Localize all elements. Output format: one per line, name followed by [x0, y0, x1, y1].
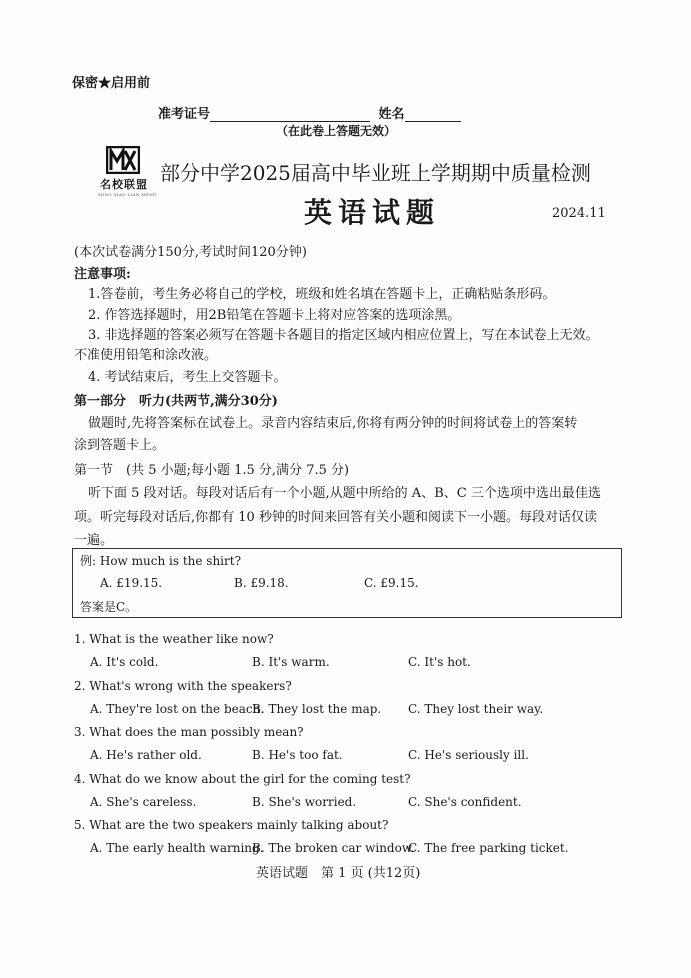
section1-instructions: 听下面 5 段对话。每段对话后有一个小题,从题中所给的 A、B、C 三个选项中选出最佳选: [88, 486, 601, 501]
exam-id-label: 准考证号: [158, 107, 211, 122]
question-2-option-b: B. They lost the map.: [252, 702, 382, 716]
mx-logo-icon: [106, 146, 140, 174]
logo-pinyin: MING XIAO LIAN MENG: [98, 192, 157, 197]
question-1: 1. What is the weather like now?: [74, 632, 274, 646]
section1-instructions-continued: 项。听完每段对话后,你都有 10 秒钟的时间来回答有关小题和阅读下一小题。每段对话仅读: [74, 510, 597, 525]
example-option-b: B. £9.18.: [234, 576, 289, 590]
school-alliance-logo: [98, 146, 157, 202]
example-option-c: C. £9.15.: [364, 576, 419, 590]
question-4-option-b: B. She's worried.: [252, 795, 357, 809]
logo-name: 名校联盟: [100, 178, 148, 191]
notice-item: 1.答卷前，考生务必将自己的学校，班级和姓名填在答题卡上，正确粘贴条形码。: [88, 287, 556, 302]
question-5-option-b: B. The broken car window.: [252, 841, 415, 855]
section1-instructions-end: 一遍。: [74, 533, 114, 548]
question-5-option-a: A. The early health warning.: [90, 841, 264, 855]
question-2-option-a: A. They're lost on the beach.: [90, 702, 265, 716]
confidential-label: 保密★启用前: [72, 76, 151, 91]
exam-title: 部分中学2025届高中毕业班上学期期中质量检测: [160, 161, 591, 185]
question-4-option-c: C. She's confident.: [408, 795, 522, 809]
exam-date: 2024.11: [552, 206, 606, 221]
name-label: 姓名: [378, 107, 405, 122]
part1-heading: 第一部分 听力(共两节,满分30分): [74, 394, 278, 409]
question-2: 2. What's wrong with the speakers?: [74, 679, 292, 693]
part1-intro: 做题时,先将答案标在试卷上。录音内容结束后,你将有两分钟的时间将试卷上的答案转: [88, 416, 578, 431]
question-1-option-b: B. It's warm.: [252, 655, 330, 669]
question-1-option-c: C. It's hot.: [408, 655, 471, 669]
page-footer: 英语试题 第 1 页 (共12页): [256, 866, 421, 881]
question-5-option-c: C. The free parking ticket.: [408, 841, 569, 855]
question-5: 5. What are the two speakers mainly talking about?: [74, 818, 389, 832]
notice-item: 4. 考试结束后，考生上交答题卡。: [88, 370, 287, 385]
name-blank: [405, 107, 461, 122]
example-answer: 答案是C。: [80, 600, 138, 614]
subject-title: 英语试题: [304, 196, 441, 229]
question-4: 4. What do we know about the girl for the coming test?: [74, 772, 411, 786]
candidate-info-line: [158, 103, 461, 122]
question-2-option-c: C. They lost their way.: [408, 702, 544, 716]
section1-heading: 第一节 (共 5 小题;每小题 1.5 分,满分 7.5 分): [74, 463, 350, 478]
question-3-option-c: C. He's seriously ill.: [408, 748, 529, 762]
question-3: 3. What does the man possibly mean?: [74, 725, 304, 739]
part1-intro-continued: 涂到答题卡上。: [74, 438, 166, 453]
question-3-option-a: A. He's rather old.: [90, 748, 202, 762]
question-4-option-a: A. She's careless.: [90, 795, 197, 809]
notice-item-continued: 不准使用铅笔和涂改液。: [74, 348, 218, 363]
example-option-a: A. £19.15.: [100, 576, 163, 590]
exam-id-blank: [210, 107, 370, 122]
example-question: 例: How much is the shirt?: [80, 554, 241, 568]
exam-info: (本次试卷满分150分,考试时间120分钟): [74, 245, 307, 260]
question-3-option-b: B. He's too fat.: [252, 748, 343, 762]
question-1-option-a: A. It's cold.: [90, 655, 159, 669]
invalid-note: （在此卷上答题无效）: [276, 124, 397, 138]
notice-heading: 注意事项:: [74, 267, 131, 282]
notice-item: 2. 作答选择题时，用2B铅笔在答题卡上将对应答案的选项涂黑。: [88, 308, 461, 323]
notice-item: 3. 非选择题的答案必须写在答题卡各题目的指定区域内相应位置上，写在本试卷上无效。: [88, 328, 599, 343]
